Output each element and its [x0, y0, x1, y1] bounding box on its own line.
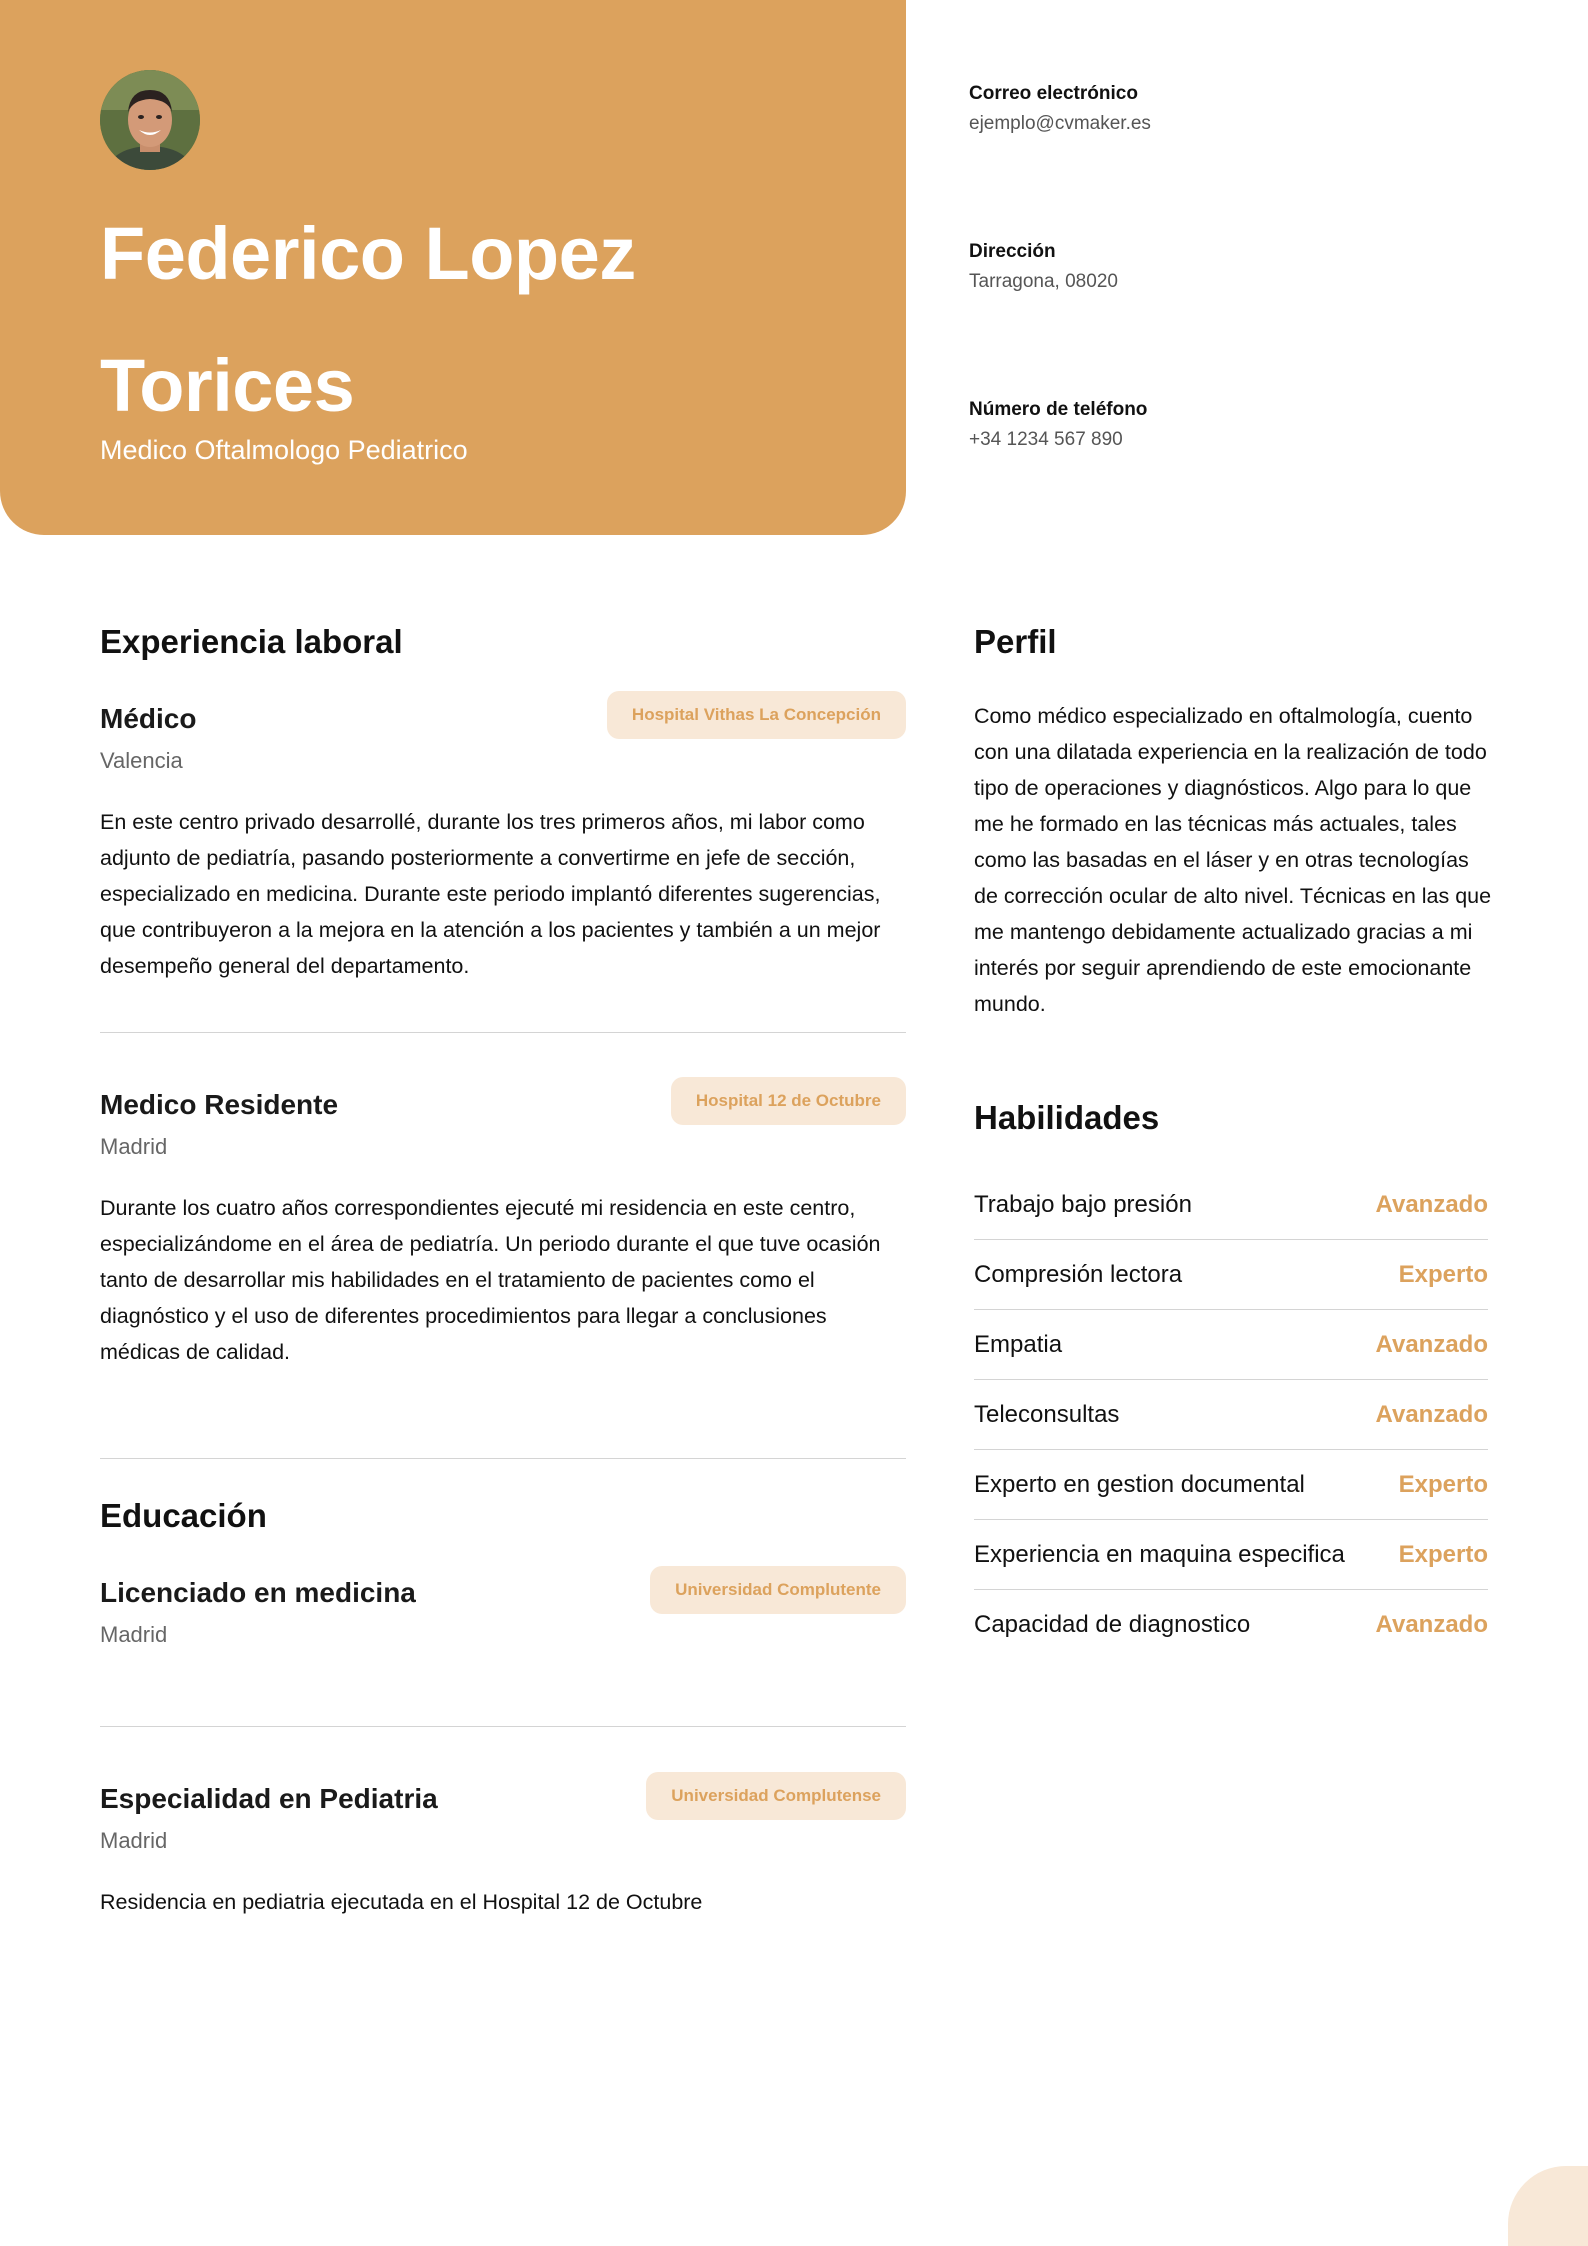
- phone-label: Número de teléfono: [969, 399, 1148, 420]
- full-name: Federico Lopez Torices: [100, 212, 636, 427]
- job-title: Medico Oftalmologo Pediatrico: [100, 435, 468, 465]
- skill-level: Avanzado: [1375, 1400, 1488, 1428]
- experience-2-title: Medico Residente: [100, 1089, 339, 1120]
- skill-level: Avanzado: [1375, 1611, 1488, 1638]
- experience-1-institution-badge: Hospital Vithas La Concepción: [607, 691, 906, 739]
- decorative-corner: [1508, 2166, 1588, 2246]
- skill-row: [974, 1520, 1488, 1590]
- address-label: Dirección: [969, 241, 1056, 262]
- experience-2-description: Durante los cuatro años correspondientes ejecuté mi residencia en este centro, especializándome en el área de pediatría. Un periodo durante el que tuve ocasión tanto de desarrollar mis habilidades en el tratamiento de pacientes como el diagnóstico y el uso de diferentes procedimientos para llegar a conclusiones médicas de calidad.: [100, 1196, 881, 1364]
- experience-1-title: Médico: [100, 703, 197, 734]
- skill-row: [974, 1240, 1488, 1310]
- skill-name: Compresión lectora: [974, 1260, 1183, 1288]
- skill-row: [974, 1380, 1488, 1450]
- skill-level: Avanzado: [1375, 1330, 1488, 1358]
- education-2-institution-badge: Universidad Complutense: [646, 1772, 906, 1820]
- skill-name: Capacidad de diagnostico: [974, 1611, 1251, 1638]
- contact-address: [969, 238, 1529, 298]
- education-1-title: Licenciado en medicina: [100, 1577, 416, 1608]
- education-1-institution-badge: Universidad Complutente: [650, 1566, 906, 1614]
- avatar: [100, 70, 200, 170]
- experience-1-description: En este centro privado desarrollé, durante los tres primeros años, mi labor como adjunto de pediatría, pasando posteriormente a convertirme en jefe de sección, especializado en medicina. Durante este periodo implantó diferentes sugerencias, que contribuyeron a la mejora en la atención a los pacientes y también a un mejor desempeño general del departamento.: [100, 810, 881, 978]
- skill-row: [974, 1450, 1488, 1520]
- avatar-photo: [100, 70, 200, 170]
- skill-row: [974, 1590, 1488, 1660]
- address-value: Tarragona, 08020: [969, 271, 1118, 292]
- skill-row: [974, 1170, 1488, 1240]
- contact-email: [969, 80, 1529, 140]
- skill-name: Teleconsultas: [974, 1400, 1120, 1428]
- skill-name: Trabajo bajo presión: [974, 1190, 1192, 1218]
- header-banner: [0, 0, 906, 535]
- education-2-description: Residencia en pediatria ejecutada en el Hospital 12 de Octubre: [100, 1890, 703, 1914]
- divider: [100, 1726, 906, 1727]
- experience-2-institution-badge: Hospital 12 de Octubre: [671, 1077, 906, 1125]
- experience-1-location: Valencia: [100, 748, 183, 773]
- skill-row: [974, 1310, 1488, 1380]
- skill-level: Avanzado: [1375, 1190, 1488, 1218]
- divider: [100, 1458, 906, 1459]
- education-1-location: Madrid: [100, 1622, 168, 1647]
- contact-phone: [969, 396, 1529, 456]
- education-2-title: Especialidad en Pediatria: [100, 1783, 438, 1814]
- skill-level: Experto: [1398, 1470, 1488, 1498]
- skill-level: Experto: [1398, 1260, 1488, 1288]
- education-heading: Educación: [100, 1497, 267, 1534]
- phone-value: +34 1234 567 890: [969, 429, 1123, 450]
- skill-name: Empatia: [974, 1330, 1063, 1358]
- divider: [100, 1032, 906, 1033]
- email-label: Correo electrónico: [969, 83, 1138, 104]
- profile-text: Como médico especializado en oftalmología, cuento con una dilatada experiencia en la realización de todo tipo de operaciones y diagnósticos. Algo para lo que me he formado en las técnicas más actuales, tales como las basadas en el láser y en otras tecnologías de corrección ocular de alto nivel. Técnicas en las que me mantengo debidamente actualizado gracias a mi interés por seguir aprendiendo de este emocionante mundo.: [974, 704, 1492, 1016]
- experience-2-location: Madrid: [100, 1134, 168, 1159]
- skill-name: Experiencia en maquina especifica: [974, 1540, 1345, 1568]
- skill-level: Experto: [1398, 1540, 1488, 1568]
- email-value: ejemplo@cvmaker.es: [969, 113, 1151, 134]
- profile-heading: Perfil: [974, 623, 1057, 660]
- skills-list: [974, 1170, 1488, 1660]
- education-2-location: Madrid: [100, 1828, 168, 1853]
- skills-heading: Habilidades: [974, 1099, 1160, 1136]
- experience-heading: Experiencia laboral: [100, 623, 403, 660]
- skill-name: Experto en gestion documental: [974, 1470, 1305, 1498]
